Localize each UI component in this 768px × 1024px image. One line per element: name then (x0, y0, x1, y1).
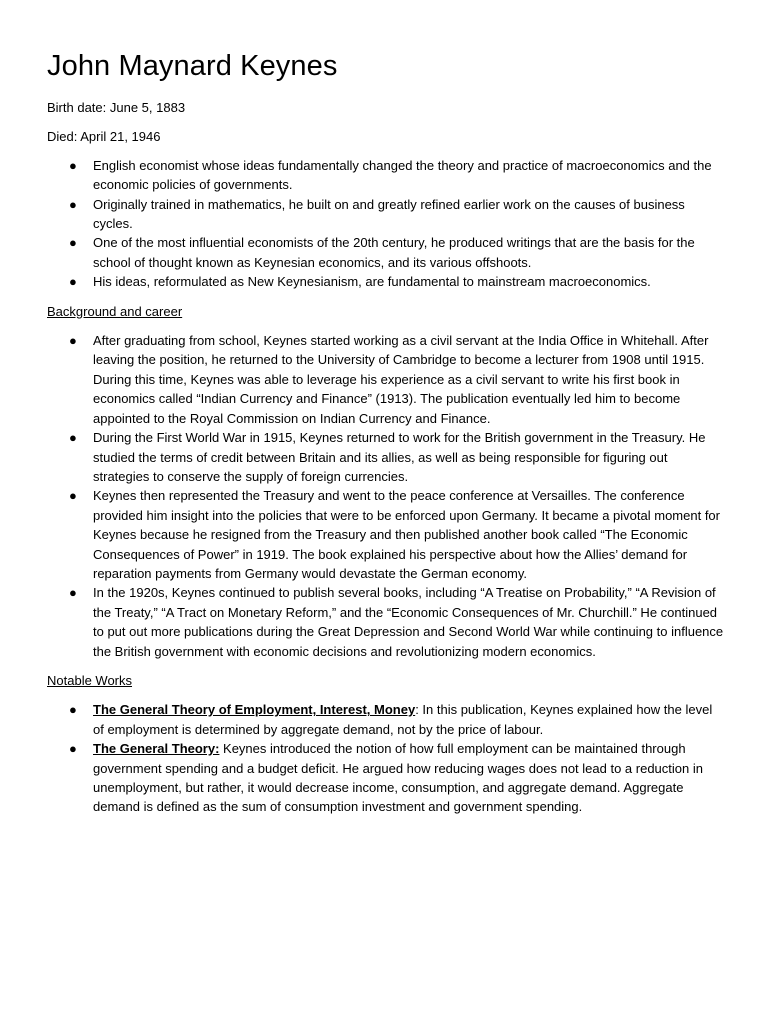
section-heading-notable-works: Notable Works (47, 672, 133, 688)
background-list (47, 331, 724, 661)
bullet-icon: ● (69, 333, 77, 349)
list-item-text: After graduating from school, Keynes started working as a civil servant at the India Office in Whitehall. After leaving the position, he returned to the University of Cambridge to become a lecturer from 1908 until 1915. During this time, Keynes was able to leverage his experience as a civil servant to write his first book in economics called “Indian Currency and Finance” (1913). The publication eventually led him to become appointed to the Royal Commission on Indian Currency and Finance. (93, 333, 709, 426)
bullet-icon: ● (69, 585, 77, 601)
list-item (69, 156, 724, 195)
bullet-icon: ● (69, 157, 77, 173)
work-title: The General Theory of Employment, Interest, Money (93, 702, 416, 718)
bullet-icon: ● (69, 702, 77, 718)
bullet-icon: ● (69, 196, 77, 212)
bullet-icon: ● (69, 488, 77, 504)
bullet-icon: ● (69, 274, 77, 290)
list-item-text: English economist whose ideas fundamentally changed the theory and practice of macroeconomics and the economic policies of governments. (93, 157, 712, 193)
section-heading-background: Background and career (47, 303, 183, 319)
list-item (69, 272, 724, 291)
list-item-text: One of the most influential economists of the 20th century, he produced writings that are the basis for the school of thought known as Keynesian economics, and its various offshoots. (93, 235, 695, 270)
list-item (69, 233, 724, 272)
list-item-text: His ideas, reformulated as New Keynesianism, are fundamental to mainstream macroeconomics. (93, 274, 651, 290)
bullet-icon: ● (69, 741, 77, 757)
list-item (69, 428, 724, 486)
list-item (69, 739, 724, 817)
list-item-text: Keynes then represented the Treasury and went to the peace conference at Versailles. The conference provided him insight into the policies that were to be enforced upon Germany. It became a pivotal moment for Keynes because he resigned from the Treasury and then published another book called “The Economic Consequences of Power” in 1919. The book explained his perspective about how the Allies’ demand for reparation payments from Germany would devastate the German economy. (93, 488, 720, 581)
list-item (69, 331, 724, 428)
summary-list (47, 156, 724, 292)
list-item (69, 195, 724, 234)
work-description: : In this publication, Keynes explained how the level of employment is determined by aggregate demand, not by the price of labour. (93, 702, 713, 737)
list-item-text: In the 1920s, Keynes continued to publish several books, including “A Treatise on Probability,” “A Revision of the Treaty,” “A Tract on Monetary Reform,” and the “Economic Consequences of Mr. Churchill.” He continued to put out more publications during the Great Depression and Second World War while continuing to influence the British government with economic decisions and revolutionizing modern economics. (93, 585, 724, 659)
birth-date: Birth date: June 5, 1883 (47, 100, 186, 115)
list-item (69, 700, 724, 739)
bullet-icon: ● (69, 430, 77, 446)
list-item-text: During the First World War in 1915, Keynes returned to work for the British government in the Treasury. He studied the terms of credit between Britain and its allies, as well as being responsible for figuring out strategies to conserve the supply of foreign currencies. (93, 430, 706, 484)
list-item-text: Originally trained in mathematics, he built on and greatly refined earlier work on the causes of business cycles. (93, 196, 685, 232)
list-item (69, 583, 724, 661)
list-item (69, 486, 724, 583)
notable-works-list (47, 700, 724, 816)
death-date: Died: April 21, 1946 (47, 129, 161, 145)
bullet-icon: ● (69, 235, 77, 251)
work-title: The General Theory: (93, 741, 220, 757)
work-description: Keynes introduced the notion of how full employment can be maintained through government spending and a budget deficit. He argued how reducing wages does not lead to a reduction in unemployment, but rather, it would decrease income, consumption, and aggregate demand. Aggregate demand is defined as the sum of consumption investment and government spending. (93, 741, 703, 815)
page-title: John Maynard Keynes (47, 50, 338, 82)
